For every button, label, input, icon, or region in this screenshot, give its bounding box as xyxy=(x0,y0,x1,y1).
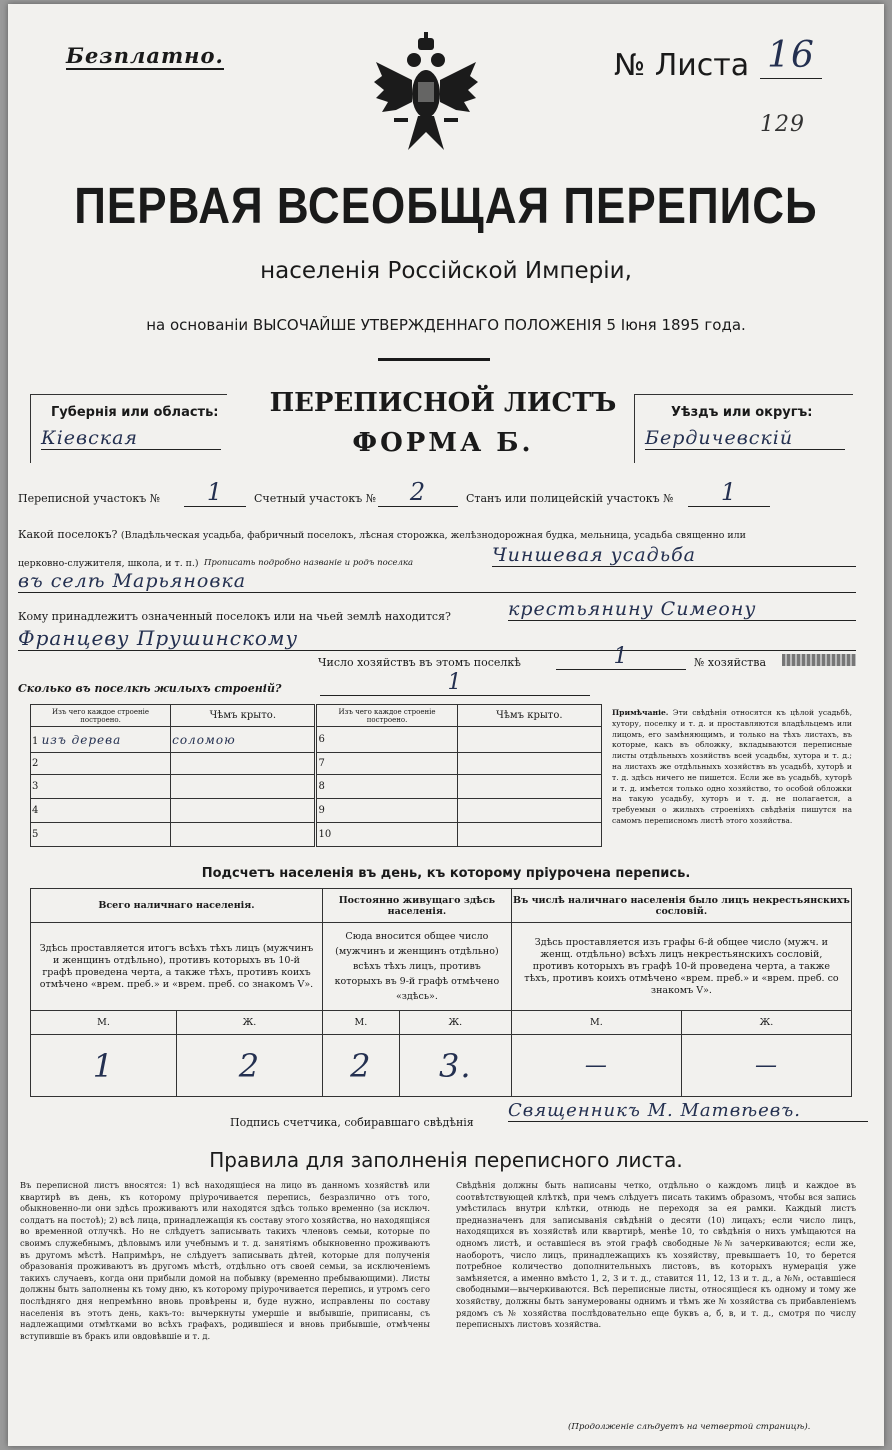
main-title: ПЕРВАЯ ВСЕОБЩАЯ ПЕРЕПИСЬ xyxy=(74,178,818,235)
permanent-header: Постоянно живущаго здѣсь населенія. xyxy=(322,889,511,923)
census-district-value: 1 xyxy=(184,478,246,507)
col-material-left: Изъ чего каждое строеніе построено. xyxy=(31,705,171,727)
archive-page-number: 129 xyxy=(760,112,805,137)
table-row xyxy=(31,823,602,847)
row-number: 2 xyxy=(31,753,171,775)
nonpeasant-header: Въ числѣ наличнаго населенія было лицъ некрестьянскихъ сословій. xyxy=(511,889,851,923)
population-heading: Подсчетъ населенія въ день, къ которому пріурочена перепись. xyxy=(201,866,691,881)
row-number: 3 xyxy=(31,775,171,799)
uezd-box xyxy=(634,394,853,463)
police-district-label: Станъ или полицейскій участокъ № xyxy=(466,492,674,505)
form-label: ФОРМА Б. xyxy=(352,428,534,458)
census-district-label: Переписной участокъ № xyxy=(18,492,161,505)
settlement-question: Какой поселокъ? xyxy=(18,528,118,541)
buildings-table xyxy=(30,704,602,847)
permanent-desc: Сюда вносится общее число (мужчинъ и женщинъ отдѣльно) всѣхъ тѣхъ лицъ, противъ которыхъ въ 9-й графѣ отмѣчено «здѣсь». xyxy=(322,923,511,1011)
imperial-eagle-emblem xyxy=(374,32,478,162)
permanent-m-label: М. xyxy=(322,1011,399,1035)
settlement-hint-3: Прописать подробно названіе и родъ поселка xyxy=(204,558,414,568)
households-value: 1 xyxy=(556,644,686,670)
nonpeasant-m-label: М. xyxy=(511,1011,681,1035)
owner-value-1: крестьянину Симеону xyxy=(508,598,856,621)
side-note xyxy=(612,708,852,827)
row-number: 5 xyxy=(31,823,171,847)
nonpeasant-f-label: Ж. xyxy=(681,1011,851,1035)
sheet-number-label: № Листа xyxy=(614,48,750,83)
table-row xyxy=(31,727,602,753)
nonpeasant-desc: Здѣсь проставляется изъ графы 6-й общее число (мужч. и женщ. отдѣльно) всѣхъ лицъ некрестьянскихъ сословій, противъ которыхъ въ графѣ 10-й проведена черта, а также тѣхъ, противъ коихъ отмѣчено «врем. преб.» и «врем. преб. со знакомъ V». xyxy=(511,923,851,1011)
row-number: 8 xyxy=(316,775,457,799)
household-number-label: № хозяйства xyxy=(694,656,766,669)
sheet-number-value: 16 xyxy=(760,34,822,79)
decree-basis: на основаніи ВЫСОЧАЙШЕ УТВЕРЖДЕННАГО ПОЛОЖЕНІЯ 5 Іюня 1895 года. xyxy=(146,316,746,334)
uezd-value: Бердичевскій xyxy=(645,427,845,450)
present-f-value: 2 xyxy=(176,1035,322,1097)
sheet-title: ПЕРЕПИСНОЙ ЛИСТЪ xyxy=(269,388,617,418)
present-m-label: М. xyxy=(31,1011,177,1035)
household-number-redacted xyxy=(782,654,856,666)
settlement-hint-2: церковно-служителя, школа, и т. п.) xyxy=(18,558,199,569)
building-roof-value: соломою xyxy=(171,727,316,753)
permanent-m-value: 2 xyxy=(322,1035,399,1097)
row-number: 10 xyxy=(316,823,457,847)
settlement-question-line xyxy=(18,528,868,541)
building-material-value: изъ дерева xyxy=(41,732,122,747)
owner-value-2: Францеву Прушинскому xyxy=(18,626,856,651)
province-value: Кіевская xyxy=(41,427,221,450)
settlement-hint-1: (Владѣльческая усадьба, фабричный поселокъ, лѣсная сторожка, желѣзнодорожная будка, мельница, усадьба священно или xyxy=(120,530,746,541)
row-number: 1 xyxy=(32,735,39,747)
row-number: 9 xyxy=(316,799,457,823)
rules-continuation: (Продолженіе слѣдуетъ на четвертой страницѣ). xyxy=(568,1422,811,1432)
province-box xyxy=(30,394,227,463)
col-roof-left: Чѣмъ крыто. xyxy=(171,705,316,727)
permanent-f-label: Ж. xyxy=(399,1011,511,1035)
count-district-label: Счетный участокъ № xyxy=(254,492,377,505)
owner-question: Кому принадлежитъ означенный поселокъ или на чьей землѣ находится? xyxy=(18,610,451,623)
buildings-value: 1 xyxy=(320,670,590,696)
row-number: 4 xyxy=(31,799,171,823)
count-district-value: 2 xyxy=(378,478,458,507)
present-desc: Здѣсь проставляется итогъ всѣхъ тѣхъ лицъ (мужчинъ и женщинъ отдѣльно), противъ которыхъ въ 10-й графѣ проведена черта, а также тѣхъ, противъ коихъ отмѣчено «врем. преб.» и «врем. преб. со знакомъ V». xyxy=(31,923,323,1011)
present-f-label: Ж. xyxy=(176,1011,322,1035)
col-roof-right: Чѣмъ крыто. xyxy=(457,705,601,727)
table-row xyxy=(31,753,602,775)
signature-value: Священникъ М. Матвѣевъ. xyxy=(508,1100,868,1122)
nonpeasant-f-value: — xyxy=(681,1035,851,1097)
settlement-value-2: въ селѣ Марьяновка xyxy=(18,570,856,593)
signature-label: Подпись счетчика, собиравшаго свѣдѣнія xyxy=(230,1116,474,1129)
census-form-page xyxy=(8,4,884,1446)
households-label: Число хозяйствъ въ этомъ поселкѣ xyxy=(318,656,521,669)
province-label: Губернія или область: xyxy=(51,405,219,420)
row-number: 6 xyxy=(316,727,457,753)
present-header: Всего наличнаго населенія. xyxy=(31,889,323,923)
col-material-right: Изъ чего каждое строеніе построено. xyxy=(316,705,457,727)
police-district-value: 1 xyxy=(688,478,770,507)
nonpeasant-m-value: — xyxy=(511,1035,681,1097)
present-m-value: 1 xyxy=(31,1035,177,1097)
side-note-text: Эти свѣдѣнія относятся къ цѣлой усадьбѣ, хутору, поселку и т. д. и проставляются владѣльцемъ или лицомъ, его замѣняющимъ, и только на тѣхъ листахъ, въ которые, какъ въ обложку, вкладываются переписные листы отдѣльныхъ хозяйствъ всей усадьбы, хутора и т. д.; на листахъ же отдѣльныхъ хозяйствъ въ усадьбѣ, хуторѣ и т. д. здѣсь ничего не пишется. Если же въ усадьбѣ, хуторѣ и т. д. имѣется только одно хозяйство, то особой обложки на такую усадьбу, хуторъ и т. д. не полагается, а требуемыя о жилыхъ строеніяхъ свѣдѣнія пишутся на самомъ переписномъ листѣ этого хозяйства. xyxy=(612,708,852,825)
table-row xyxy=(31,799,602,823)
population-table xyxy=(30,888,852,1097)
free-label: Безплатно. xyxy=(66,43,224,68)
side-note-lead: Примѣчаніе. xyxy=(612,708,669,717)
settlement-value-1: Чиншевая усадьба xyxy=(492,544,856,567)
title-divider xyxy=(378,358,490,361)
rules-left-text: Въ переписной листъ вносятся: 1) всѣ находящіеся на лицо въ данномъ хозяйствѣ или квартирѣ въ день, къ которому пріурочивается перепись, безразлично отъ того, обыкновенно-ли они здѣсь проживаютъ или находятся здѣсь только временно (за исключ. солдатъ на постоѣ); 2) всѣ лица, принадлежащія къ составу этого хозяйства, но находящіяся во временной отлучкѣ. Но не слѣдуетъ записывать такихъ членовъ семьи, которые по своимъ служебнымъ, дѣловымъ или учебнымъ и т. д. занятіямъ обыкновенно проживаютъ въ другомъ мѣстѣ. Напримѣръ, не слѣдуетъ записывать дѣтей, которые для полученія образованія проживаютъ въ другомъ мѣстѣ, отдѣльно отъ своей семьи, за исключеніемъ такихъ случаевъ, когда они прибыли домой на побывку (временно пребывающими). Листы должны быть заполнены къ тому дню, къ которому пріурочивается перепись, и утромъ сего послѣдняго дня непремѣнно вновь провѣрены и, буде нужно, исправлены по составу населенія въ этотъ день, какъ-то: вычеркнуты умершіе и выбывшіе, приписаны, съ надлежащими отмѣтками во всѣхъ графахъ, родившіеся и вновь прибывшіе, отмѣчены вступившіе въ бракъ или овдовѣвшіе и т. д. xyxy=(20,1180,430,1341)
subtitle: населенія Россійской Имперіи, xyxy=(260,258,632,284)
permanent-f-value: 3. xyxy=(399,1035,511,1097)
uezd-label: Уѣздъ или округъ: xyxy=(671,405,813,420)
rules-title: Правила для заполненія переписного листа. xyxy=(209,1148,683,1172)
table-row xyxy=(31,775,602,799)
rules-right-text: Свѣдѣнія должны быть написаны четко, отдѣльно о каждомъ лицѣ и каждое въ соотвѣтствующей клѣткѣ, при чемъ слѣдуетъ писать такимъ образомъ, чтобы вся запись умѣстилась внутри клѣтки, отнюдь не переходя за ея рамки. Каждый листъ предназначенъ для записыванія свѣдѣній о десяти (10) лицахъ; если число лицъ, находящихся въ хозяйствѣ или квартирѣ, менѣе 10, то свѣдѣнія о нихъ умѣщаются на одномъ листѣ, и оставшіеся въ этой графѣ свободные №№ зачеркиваются; если же, наоборотъ, число лицъ, принадлежащихъ къ хозяйству, превышаетъ 10, то берется потребное количество дополнительныхъ листовъ, въ которыхъ нумерація уже замѣняется, а именно вмѣсто 1, 2, 3 и т. д., ставится 11, 12, 13 и т. д., а №№, оставшіеся свободными—вычеркиваются. Всѣ переписные листы, относящіеся къ одному и тому же хозяйству, должны быть занумерованы однимъ и тѣмъ же № хозяйства съ прибавленіемъ рядомъ съ № хозяйства послѣдовательно еще буквъ а, б, в, и т. д., смотря по числу переписныхъ листовъ хозяйства. xyxy=(456,1180,856,1330)
buildings-question: Сколько въ поселкѣ жилыхъ строеній? xyxy=(18,682,282,695)
row-number: 7 xyxy=(316,753,457,775)
